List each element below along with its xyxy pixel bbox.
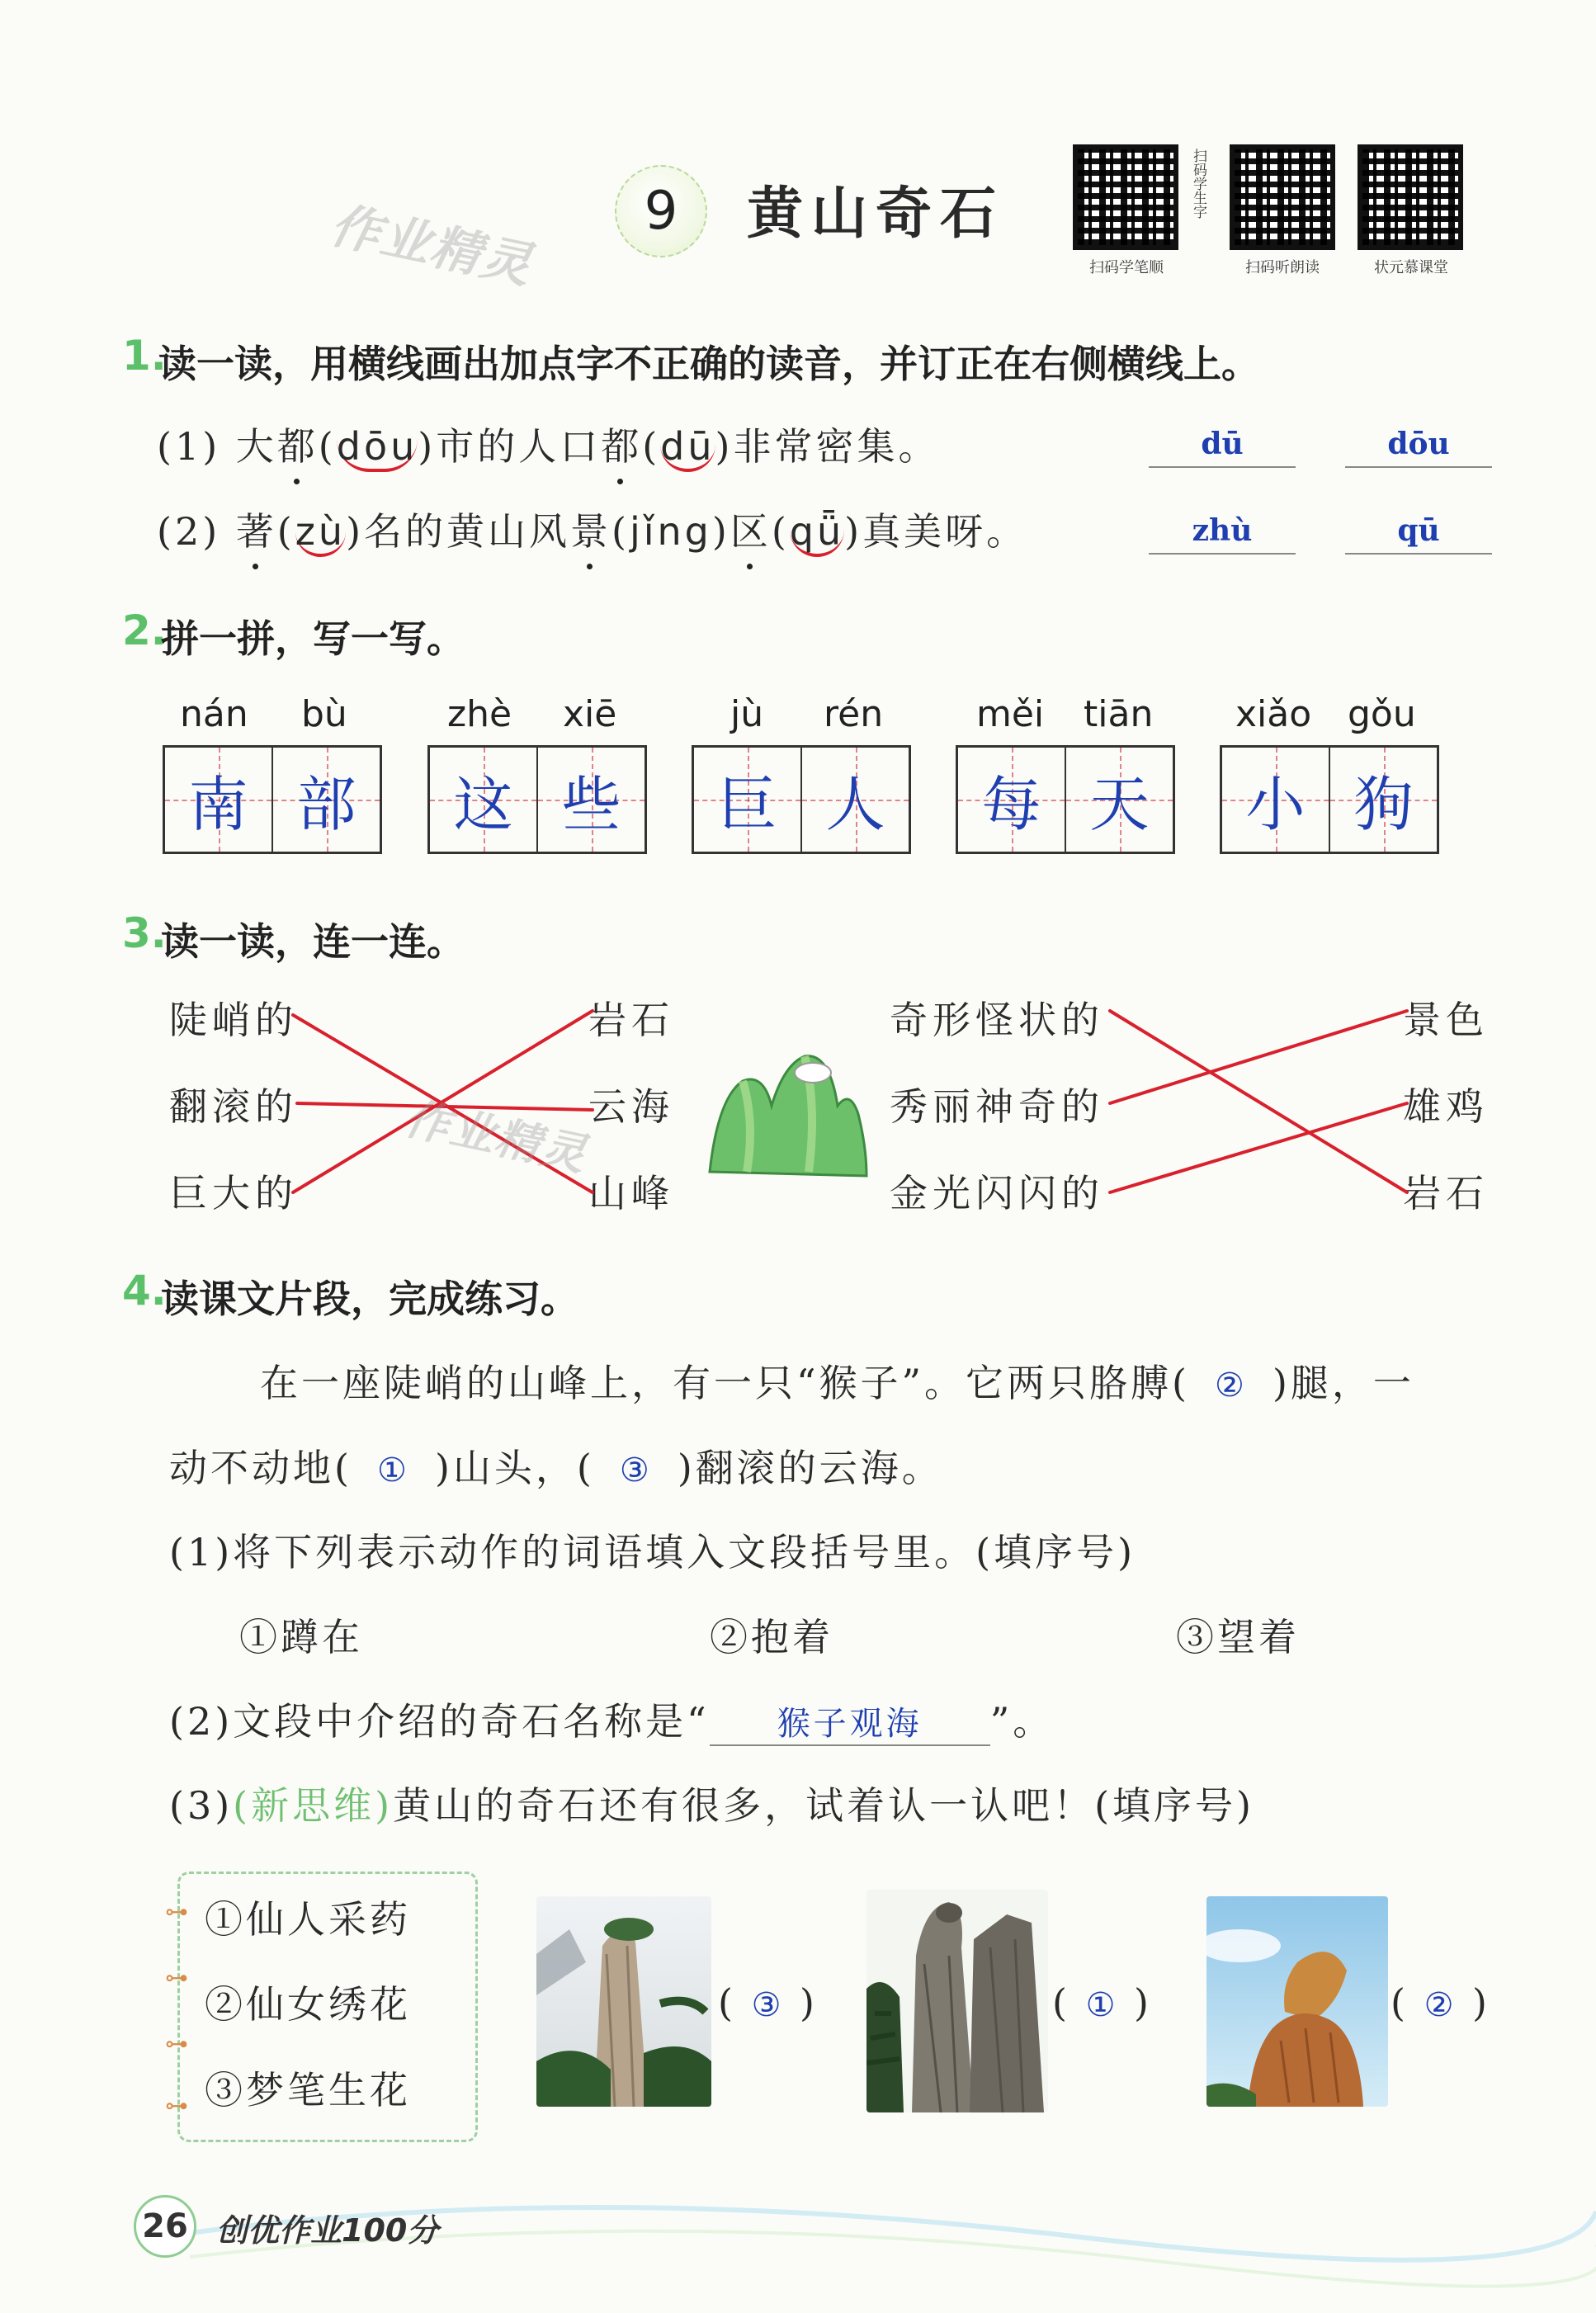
match-left-item[interactable]: 金光闪闪的	[890, 1171, 1104, 1216]
photo-stone-1	[536, 1896, 711, 2107]
brand-name: 创优作业100分	[216, 2212, 439, 2249]
text: 都	[601, 424, 643, 469]
q1-line1: (1) 大都 (dōu)市的人口都 (dū)非常密集。	[157, 417, 939, 471]
match-right-item[interactable]: 云海	[588, 1084, 674, 1129]
q1-line2: (2) 著 (zù)名的黄山风景 (jǐng)区 (qǖ)真美呀。	[157, 502, 1027, 556]
new-thinking-tag: (新思维)	[233, 1783, 394, 1828]
text: 名的黄山风	[364, 509, 571, 554]
watermark: 作业精灵	[400, 1092, 593, 1182]
pinyin-label: rén	[824, 693, 884, 735]
bullet-icon: ⊶	[165, 2092, 188, 2119]
blank-answer[interactable]: ①	[377, 1452, 410, 1489]
option-item: ③望着	[1176, 1615, 1300, 1659]
pinyin-label: tiān	[1084, 693, 1154, 735]
watermark: 作业精灵	[325, 196, 538, 295]
qr-side-label: 扫码学生字	[1190, 149, 1206, 219]
answer-field[interactable]: 猴子观海	[710, 1697, 990, 1746]
lesson-number: 9	[644, 181, 678, 242]
text: ”。	[989, 1699, 1055, 1744]
blank-answer[interactable]: ③	[619, 1452, 653, 1489]
qr-caption: 状元慕课堂	[1374, 259, 1448, 276]
text: 著	[235, 509, 277, 554]
pinyin-label: nán	[180, 693, 248, 735]
pinyin-label: zhè	[447, 693, 512, 735]
match-left-item[interactable]: 翻滚的	[169, 1084, 298, 1129]
pinyin-label: měi	[976, 693, 1045, 735]
stone-name: ①仙人采药	[205, 1897, 411, 1942]
match-right-item[interactable]: 岩石	[588, 998, 674, 1042]
match-left-item[interactable]: 巨大的	[169, 1171, 298, 1216]
pinyin-label: bù	[301, 693, 347, 735]
photo-stone-3	[1206, 1896, 1388, 2107]
match-right-item[interactable]: 山峰	[588, 1171, 674, 1216]
pinyin-marked: dōu	[337, 424, 418, 472]
answer-line[interactable]: dōu	[1345, 417, 1492, 468]
text: 真美呀。	[862, 509, 1028, 554]
qr-caption: 扫码学笔顺	[1089, 259, 1164, 276]
photo-answer: ( ② )	[1391, 1980, 1491, 2025]
answer-line[interactable]: dū	[1149, 417, 1296, 468]
match-left-item[interactable]: 奇形怪状的	[890, 998, 1104, 1042]
text: )腿，一	[1272, 1361, 1414, 1405]
written-char: 些	[561, 770, 621, 839]
photo-stone-2	[866, 1890, 1048, 2112]
pinyin-label: xiē	[563, 693, 617, 735]
answer-value[interactable]: ③	[751, 1986, 785, 2024]
qr-caption: 扫码听朗读	[1245, 259, 1320, 276]
item-label: (1)	[157, 424, 221, 469]
match-right-item[interactable]: 景色	[1403, 998, 1489, 1042]
mountain-illustration	[710, 1056, 866, 1176]
text: 动不动地(	[169, 1446, 352, 1490]
text: 区	[730, 509, 772, 554]
text: 景	[570, 509, 612, 554]
written-char: 这	[453, 770, 513, 839]
text: 非常密集。	[733, 424, 940, 469]
pinyin-label: xiǎo	[1235, 693, 1312, 735]
written-char: 狗	[1353, 770, 1414, 839]
page-number: 26	[134, 2195, 196, 2258]
pinyin-marked: zù	[295, 509, 346, 557]
bullet-icon: ⊶	[165, 1964, 188, 1991]
text: )山头，(	[434, 1446, 595, 1490]
option-item: ①蹲在	[239, 1615, 363, 1659]
question-instruction: 读一读，连一连。	[161, 919, 465, 964]
match-line	[1110, 1103, 1407, 1192]
text: 在一座陡峭的山峰上，有一只“猴子”。它两只胳膊(	[260, 1361, 1190, 1405]
stone-name: ③梦笔生花	[205, 2068, 411, 2112]
photo-answer: ( ① )	[1052, 1980, 1153, 2025]
written-char: 小	[1245, 770, 1306, 839]
match-line	[1110, 1011, 1407, 1192]
match-left-item[interactable]: 秀丽神奇的	[890, 1084, 1104, 1129]
lesson-title: 黄山奇石	[747, 181, 1005, 247]
bullet-icon: ⊶	[165, 2030, 188, 2057]
pinyin-marked: dū	[660, 424, 715, 472]
written-char: 每	[981, 770, 1041, 839]
sub-question-3	[169, 1776, 1254, 1830]
pinyin-label: gǒu	[1348, 693, 1416, 735]
question-number: 1.	[122, 332, 167, 380]
question-number: 3.	[122, 909, 167, 957]
pinyin-label: jù	[730, 693, 764, 735]
text: (2)文段中介绍的奇石名称是“	[169, 1699, 710, 1744]
match-right-item[interactable]: 雄鸡	[1403, 1084, 1489, 1129]
answer-line[interactable]: qū	[1345, 503, 1492, 555]
passage-line2	[169, 1438, 943, 1493]
question-instruction: 拼一拼，写一写。	[161, 616, 465, 661]
match-line	[1110, 1011, 1407, 1103]
question-number: 2.	[122, 607, 167, 654]
written-char: 南	[188, 770, 248, 839]
pinyin-marked: qǖ	[790, 509, 844, 557]
text: 市的人口	[436, 424, 602, 469]
text: 黄山的奇石还有很多，试着认一认吧！(填序号)	[393, 1783, 1254, 1828]
text: 大	[235, 424, 277, 469]
blank-answer[interactable]: ②	[1215, 1367, 1248, 1404]
pinyin: jǐng	[629, 509, 712, 554]
photo-answer: ( ③ )	[718, 1980, 819, 2025]
option-item: ②抱着	[710, 1615, 833, 1659]
question-instruction: 读一读，用横线画出加点字不正确的读音，并订正在右侧横线上。	[158, 342, 1259, 386]
match-right-item[interactable]: 岩石	[1403, 1171, 1489, 1216]
written-char: 人	[825, 770, 885, 839]
answer-value[interactable]: ①	[1085, 1986, 1119, 2024]
answer-value[interactable]: ②	[1424, 1986, 1457, 2024]
match-left-item[interactable]: 陡峭的	[169, 998, 298, 1042]
written-char: 部	[296, 770, 357, 839]
answer-line[interactable]: zhù	[1149, 503, 1296, 555]
question-number: 4.	[122, 1267, 167, 1315]
text: 都	[276, 424, 319, 469]
sub-question-1: (1)将下列表示动作的词语填入文段括号里。(填序号)	[169, 1530, 1136, 1574]
written-char: 巨	[717, 770, 777, 839]
item-label: (2)	[157, 509, 221, 554]
item-label: (3)	[169, 1783, 234, 1828]
written-char: 天	[1089, 770, 1150, 839]
sub-question-2	[169, 1692, 1054, 1746]
stone-name: ②仙女绣花	[205, 1982, 411, 2027]
bullet-icon: ⊶	[165, 1898, 188, 1925]
question-instruction: 读课文片段，完成练习。	[161, 1277, 578, 1321]
text: )翻滚的云海。	[677, 1446, 943, 1490]
passage-line1	[260, 1353, 1414, 1408]
